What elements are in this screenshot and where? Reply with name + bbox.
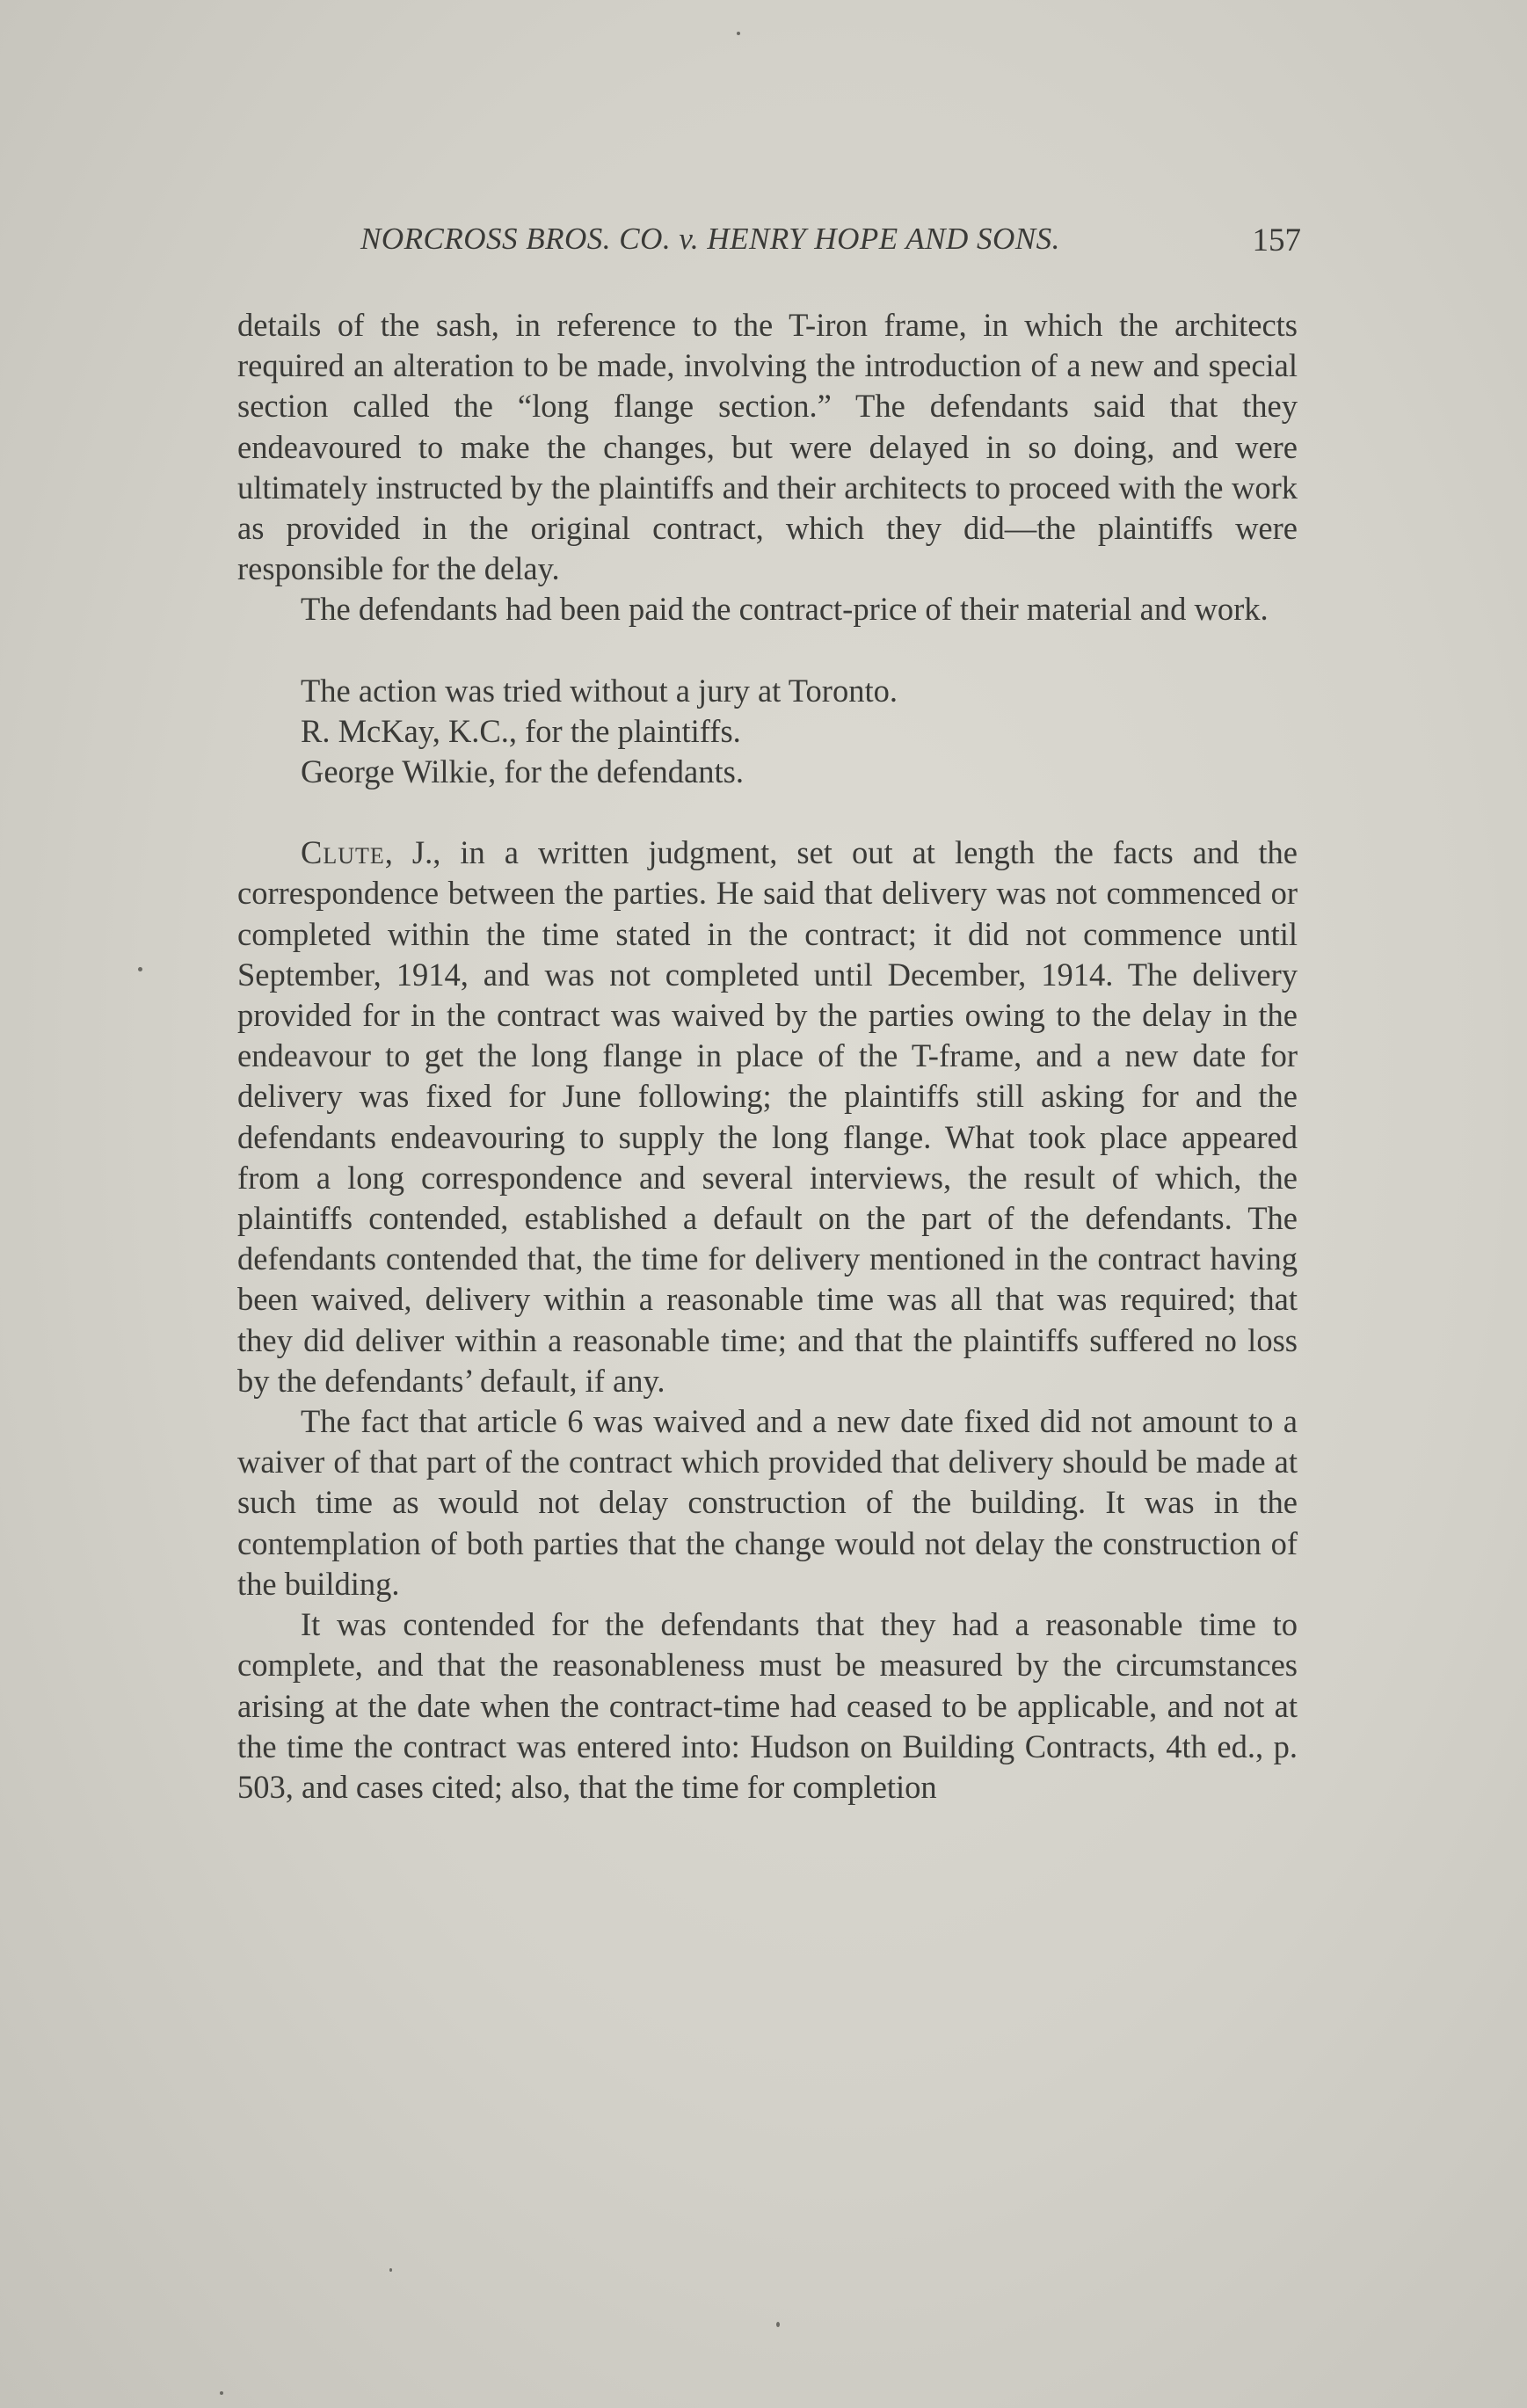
counsel-plaintiffs: R. McKay, K.C., for the plaintiffs. bbox=[301, 712, 741, 749]
judge-name: Clute bbox=[301, 834, 385, 871]
body-text bbox=[237, 305, 1298, 1808]
print-speck bbox=[138, 967, 142, 971]
page-number: 157 bbox=[1252, 222, 1301, 258]
counsel-defendants: George Wilkie, for the defendants. bbox=[301, 753, 744, 790]
paragraph-payment: The defendants had been paid the contract-price of their material and work. bbox=[301, 591, 1269, 628]
page-header bbox=[237, 222, 1301, 264]
paragraph-reasonable-time: It was contended for the defendants that they had a reasonable time to complete, and that the reasonableness must be measured by the circumstances arising at the date when the contract-time had ceased to be applicable, and not at the time the contract was entered into: Hudson on Building Contracts, 4th ed., p. 503, and cases cited; also, that the time for completion bbox=[237, 1606, 1298, 1805]
print-speck bbox=[220, 2391, 223, 2395]
print-speck bbox=[389, 2268, 392, 2272]
judgment-text: , J., in a written judgment, set out at length the facts and the correspondence between the parties. He said that delivery was not commenced or completed within the time stated in the contract; it did not commence until September, 1914, and was not completed until December, 1914. The delivery provided for in the contract was waived by the parties owing to the delay in the endeavour to get the long flange in place of the T-frame, and a new date for delivery was fixed for June following; the plaintiffs still asking for and the defendants endeavouring to supply the long flange. What took place appeared from a long correspondence and several interviews, the result of which, the plaintiffs contended, established a default on the part of the defendants. The defendants contended that, the time for delivery mentioned in the contract having been waived, delivery within a reasonable time was all that was required; that they did deliver within a reasonable time; and that the plaintiffs suffered no loss by the defendants’ default, if any. bbox=[237, 834, 1298, 1399]
section-gap bbox=[237, 630, 1298, 671]
paragraph-article-6: The fact that article 6 was waived and a new date fixed did not amount to a waiver of that part of the contract which provided that delivery should be made at such time as would not delay construction of the building. It was in the contemplation of both parties that the change would not delay the construction of the building. bbox=[237, 1403, 1298, 1602]
section-gap bbox=[237, 792, 1298, 833]
print-speck bbox=[737, 32, 740, 35]
print-speck bbox=[776, 2322, 780, 2327]
judgment-paragraph bbox=[237, 833, 1298, 1401]
paragraph-sash-details: details of the sash, in reference to the T-iron frame, in which the architects required an alteration to be made, involving the introduction of a new and special section called the “long flange section.” The defendants said that they endeavoured to make the changes, but were delayed in so doing, and were ultimately instructed by the plaintiffs and their architects to proceed with the work as provided in the original contract, which they did—the plaintiffs were responsible for the delay. bbox=[237, 307, 1298, 587]
running-head: NORCROSS BROS. CO. v. HENRY HOPE AND SONS. bbox=[360, 222, 1060, 256]
trial-note: The action was tried without a jury at Toronto. bbox=[301, 672, 898, 709]
